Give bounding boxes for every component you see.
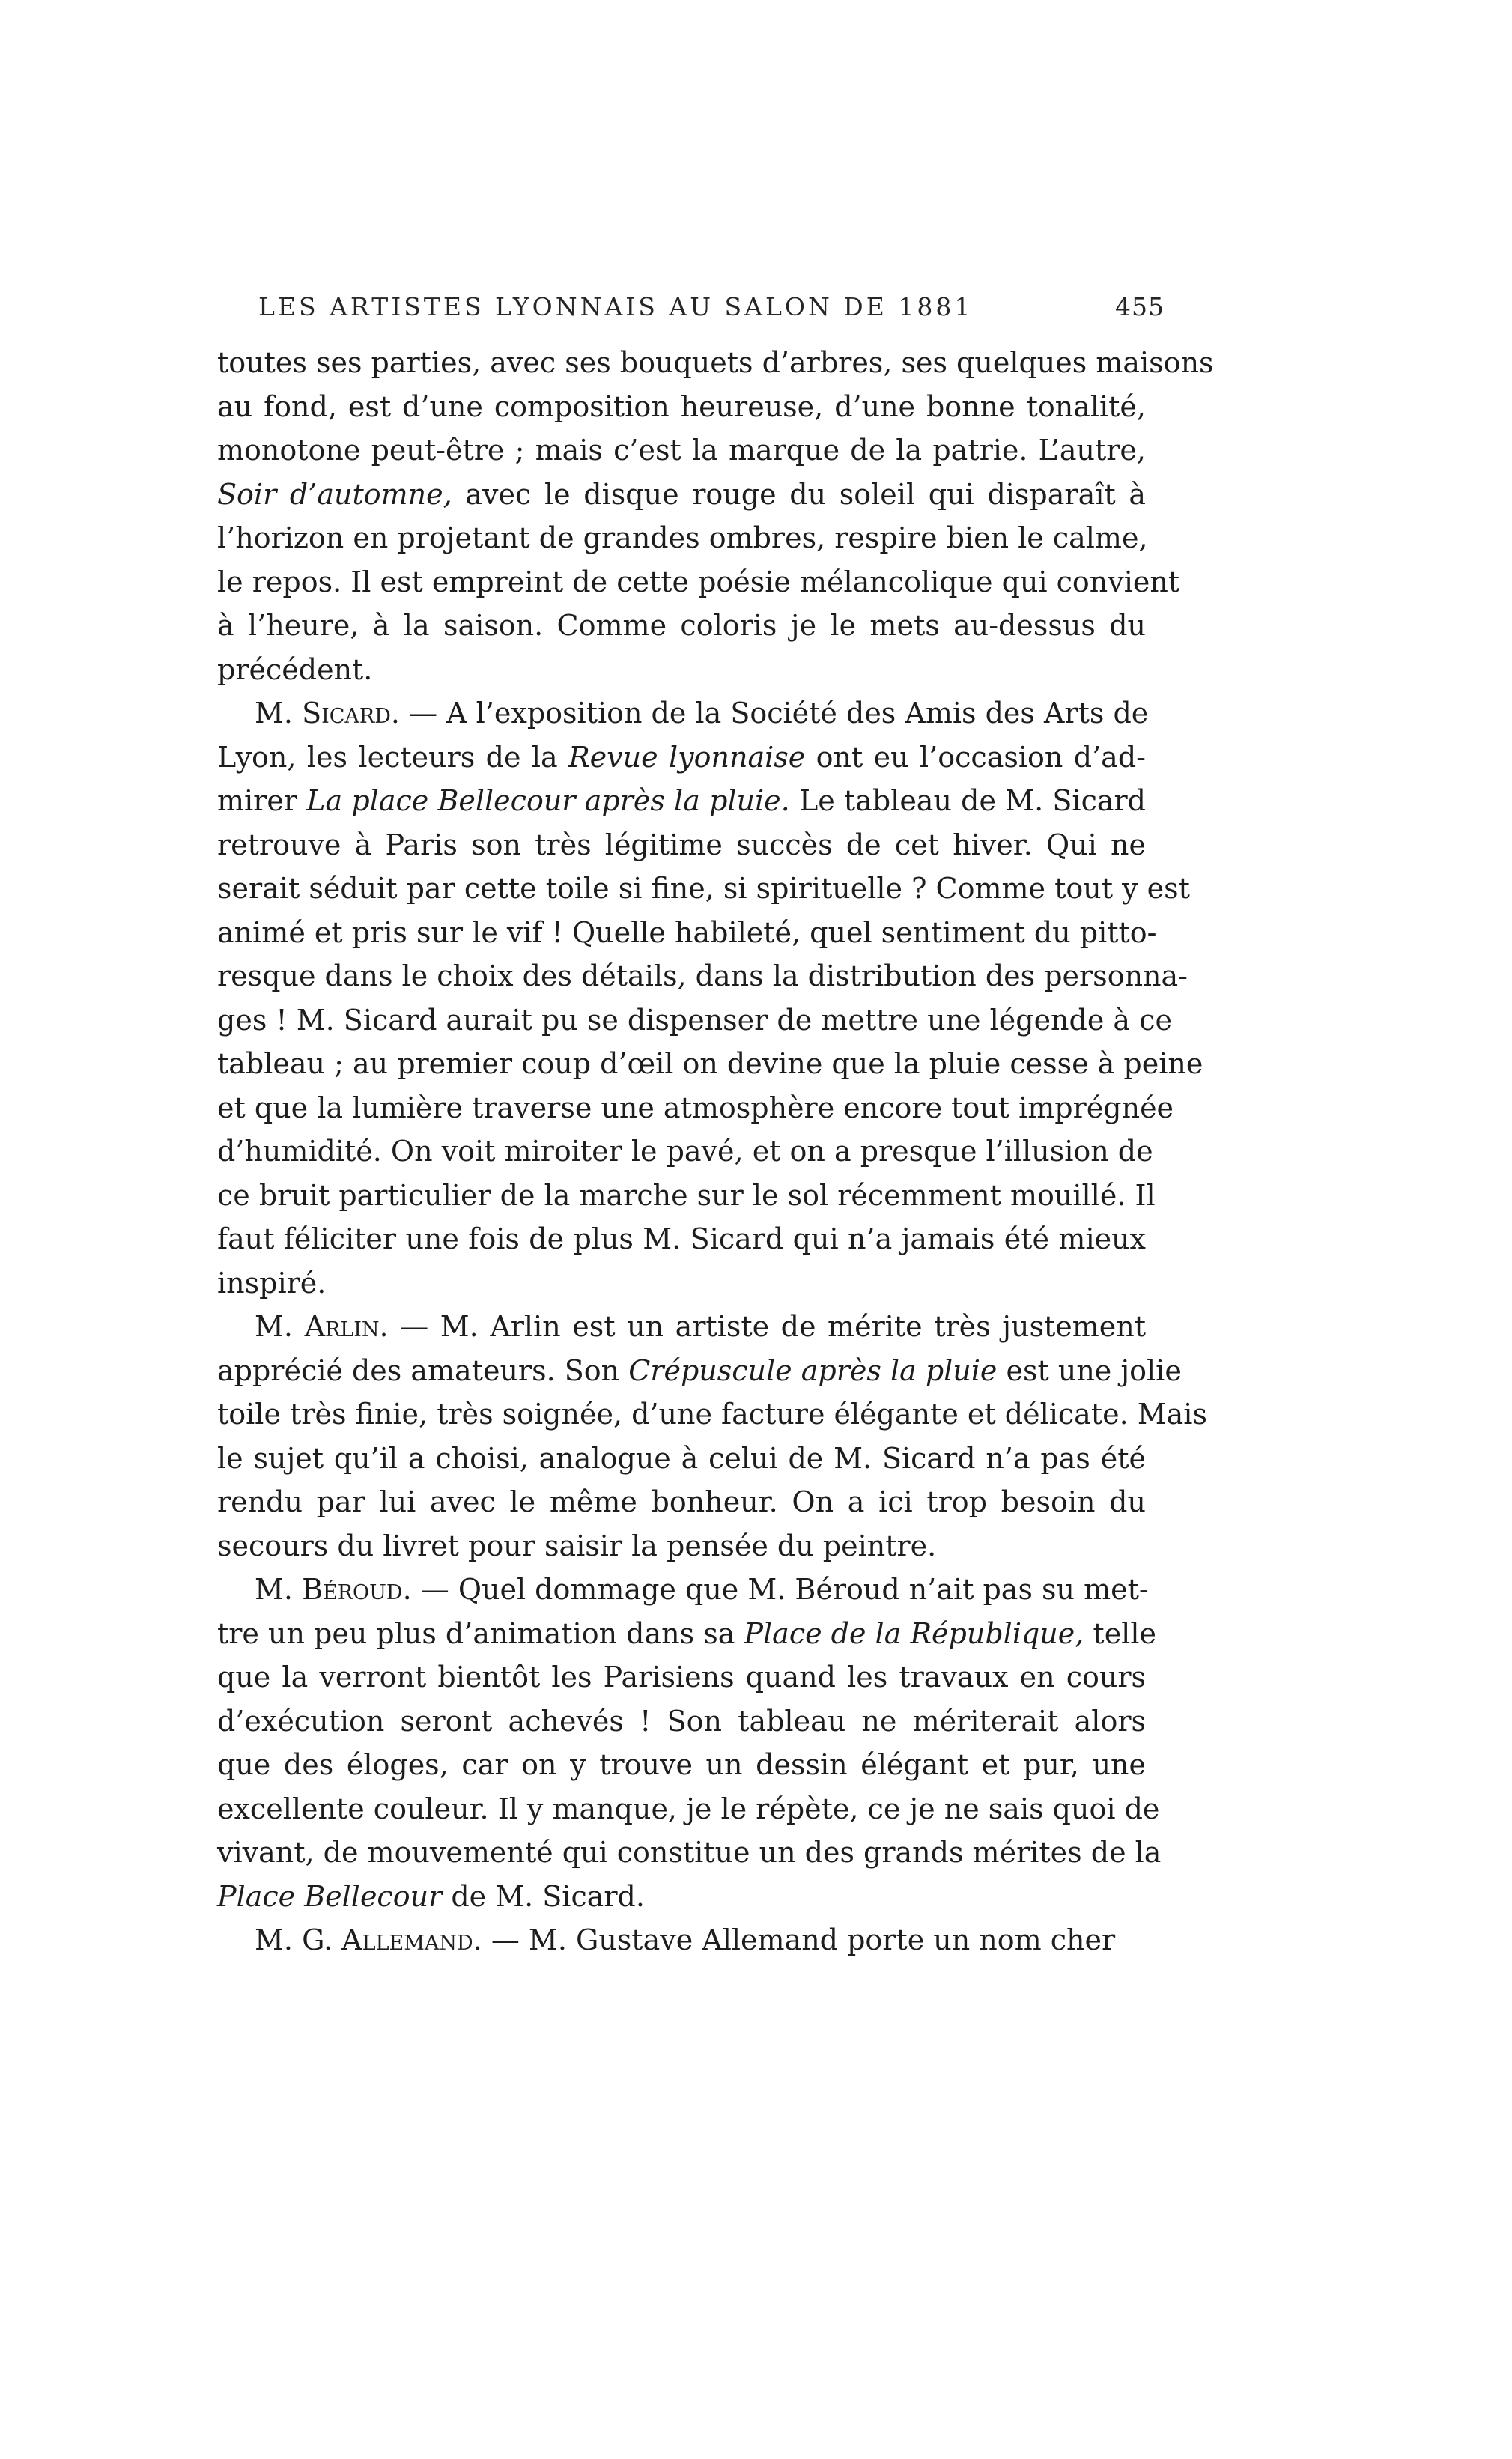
painting-title: Place Bellecour bbox=[217, 1879, 443, 1913]
paragraph-start-line: M. G. Allemand. — M. Gustave Allemand porte un nom cher bbox=[255, 1923, 1116, 1956]
text-line: que la verront bientôt les Parisiens quand les travaux en cours bbox=[217, 1661, 1146, 1694]
text-line: serait séduit par cette toile si fine, si spirituelle ? Comme tout y est bbox=[217, 872, 1190, 905]
text-line: tableau ; au premier coup d’œil on devine que la pluie cesse à peine bbox=[217, 1047, 1203, 1080]
painting-title: Place de la République, bbox=[744, 1616, 1084, 1650]
artist-name: Sicard. bbox=[302, 697, 400, 730]
page-number: 455 bbox=[1115, 292, 1165, 321]
text-line: toutes ses parties, avec ses bouquets d’arbres, ses quelques maisons bbox=[217, 346, 1214, 379]
text-line: ce bruit particulier de la marche sur le sol récemment mouillé. Il bbox=[217, 1178, 1156, 1212]
text-line: tre un peu plus d’animation dans sa Place de la République, telle bbox=[217, 1616, 1156, 1650]
text-line: que des éloges, car on y trouve un dessin élégant et pur, une bbox=[217, 1748, 1146, 1781]
text-line: apprécié des amateurs. Son Crépuscule après la pluie est une jolie bbox=[217, 1353, 1182, 1387]
paragraph-start-line: M. Arlin. — M. Arlin est un artiste de mérite très justement bbox=[255, 1310, 1146, 1343]
painting-title: Soir d’automne, bbox=[217, 477, 452, 511]
body-text bbox=[217, 341, 1214, 1962]
text-line: le sujet qu’il a choisi, analogue à celui de M. Sicard n’a pas été bbox=[217, 1441, 1146, 1475]
text-line: ges ! M. Sicard aurait pu se dispenser de mettre une légende à ce bbox=[217, 1003, 1172, 1037]
paragraph-start-line: M. Béroud. — Quel dommage que M. Béroud n’ait pas su met- bbox=[255, 1573, 1149, 1606]
text-line: faut féliciter une fois de plus M. Sicard qui n’a jamais été mieux bbox=[217, 1222, 1146, 1255]
text-line: précédent. bbox=[217, 652, 373, 686]
running-header bbox=[258, 288, 1165, 326]
text-line: et que la lumière traverse une atmosphère encore tout imprégnée bbox=[217, 1091, 1174, 1124]
text-line: inspiré. bbox=[217, 1266, 327, 1300]
text-line: toile très finie, très soignée, d’une facture élégante et délicate. Mais bbox=[217, 1398, 1207, 1431]
text-line: rendu par lui avec le même bonheur. On a ici trop besoin du bbox=[217, 1485, 1146, 1518]
running-title: LES ARTISTES LYONNAIS AU SALON DE 1881 bbox=[258, 292, 974, 321]
text-line: Place Bellecour de M. Sicard. bbox=[217, 1879, 645, 1913]
artist-name: Arlin. bbox=[304, 1310, 389, 1343]
text-line: Soir d’automne, avec le disque rouge du soleil qui disparaît à bbox=[217, 477, 1146, 511]
journal-title: Revue lyonnaise bbox=[568, 740, 806, 774]
artist-name: Béroud. bbox=[302, 1573, 412, 1606]
text-line: retrouve à Paris son très légitime succès de cet hiver. Qui ne bbox=[217, 828, 1146, 861]
painting-title: Crépuscule après la pluie bbox=[628, 1353, 998, 1387]
text-line: excellente couleur. Il y manque, je le répète, ce je ne sais quoi de bbox=[217, 1792, 1160, 1825]
text-line: animé et pris sur le vif ! Quelle habileté, quel sentiment du pitto- bbox=[217, 915, 1157, 949]
text-line: monotone peut-être ; mais c’est la marque de la patrie. L’autre, bbox=[217, 434, 1146, 467]
text-line: mirer La place Bellecour après la pluie. Le tableau de M. Sicard bbox=[217, 784, 1147, 817]
painting-title: La place Bellecour après la pluie. bbox=[306, 784, 790, 817]
artist-name: Allemand. bbox=[341, 1923, 482, 1956]
text-line: au fond, est d’une composition heureuse, d’une bonne tonalité, bbox=[217, 389, 1146, 423]
text-line: le repos. Il est empreint de cette poésie mélancolique qui convient bbox=[217, 565, 1180, 598]
text-line: d’exécution seront achevés ! Son tableau ne mériterait alors bbox=[217, 1704, 1146, 1738]
text-line: resque dans le choix des détails, dans la distribution des personna- bbox=[217, 959, 1188, 992]
text-line: l’horizon en projetant de grandes ombres, respire bien le calme, bbox=[217, 521, 1148, 554]
text-line: d’humidité. On voit miroiter le pavé, et on a presque l’illusion de bbox=[217, 1135, 1153, 1168]
text-line: secours du livret pour saisir la pensée du peintre. bbox=[217, 1529, 937, 1562]
paragraph-start-line: M. Sicard. — A l’exposition de la Société des Amis des Arts de bbox=[255, 697, 1149, 730]
text-line: Lyon, les lecteurs de la Revue lyonnaise ont eu l’occasion d’ad- bbox=[217, 740, 1146, 774]
text-line: à l’heure, à la saison. Comme coloris je le mets au-dessus du bbox=[217, 609, 1146, 642]
text-line: vivant, de mouvementé qui constitue un des grands mérites de la bbox=[217, 1836, 1162, 1869]
